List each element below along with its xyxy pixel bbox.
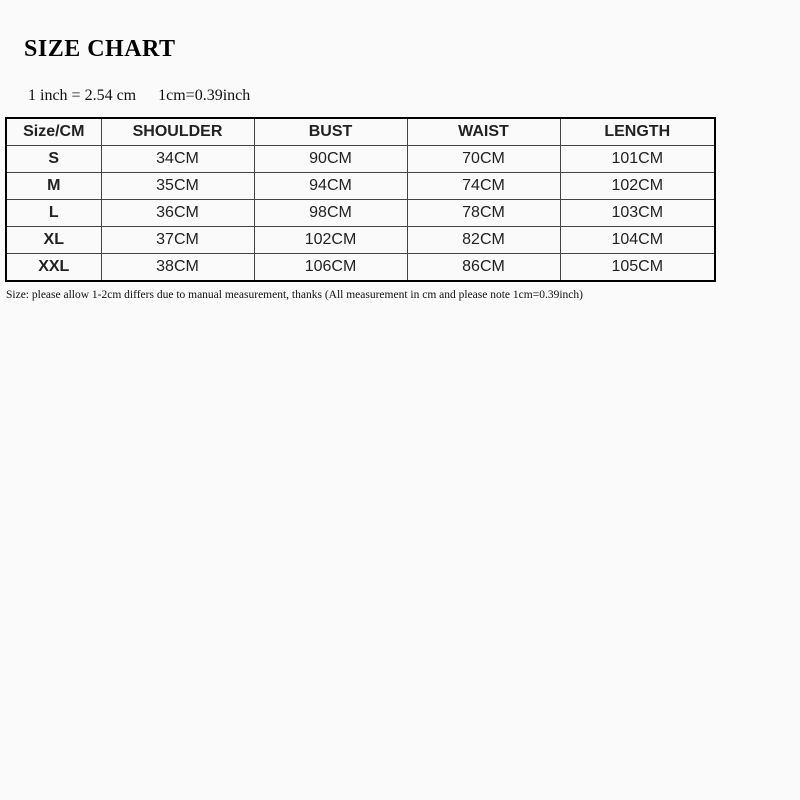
- shoulder-cell: 34CM: [101, 146, 254, 173]
- length-cell: 105CM: [560, 254, 715, 282]
- shoulder-cell: 37CM: [101, 227, 254, 254]
- cm-to-inch-text: 1cm=0.39inch: [158, 87, 251, 104]
- length-cell: 103CM: [560, 200, 715, 227]
- header-size: Size/CM: [6, 118, 101, 146]
- waist-cell: 78CM: [407, 200, 560, 227]
- header-shoulder: SHOULDER: [101, 118, 254, 146]
- inch-to-cm-text: 1 inch = 2.54 cm: [28, 87, 137, 104]
- header-length: LENGTH: [560, 118, 715, 146]
- length-cell: 101CM: [560, 146, 715, 173]
- size-cell: M: [6, 173, 101, 200]
- table-row: [6, 227, 715, 254]
- waist-cell: 70CM: [407, 146, 560, 173]
- measurement-note: Size: please allow 1-2cm differs due to manual measurement, thanks (All measurement in cm and please note 1cm=0.39inch): [6, 289, 583, 301]
- header-waist: WAIST: [407, 118, 560, 146]
- size-cell: L: [6, 200, 101, 227]
- bust-cell: 102CM: [254, 227, 407, 254]
- table-row: [6, 254, 715, 282]
- header-bust: BUST: [254, 118, 407, 146]
- size-table: [5, 117, 716, 282]
- size-cell: S: [6, 146, 101, 173]
- bust-cell: 94CM: [254, 173, 407, 200]
- table-row: [6, 200, 715, 227]
- bust-cell: 106CM: [254, 254, 407, 282]
- unit-conversion: [28, 87, 250, 105]
- shoulder-cell: 35CM: [101, 173, 254, 200]
- size-cell: XXL: [6, 254, 101, 282]
- bust-cell: 98CM: [254, 200, 407, 227]
- size-cell: XL: [6, 227, 101, 254]
- length-cell: 104CM: [560, 227, 715, 254]
- waist-cell: 82CM: [407, 227, 560, 254]
- waist-cell: 74CM: [407, 173, 560, 200]
- page-title: SIZE CHART: [24, 36, 176, 62]
- shoulder-cell: 36CM: [101, 200, 254, 227]
- table-row: [6, 173, 715, 200]
- waist-cell: 86CM: [407, 254, 560, 282]
- shoulder-cell: 38CM: [101, 254, 254, 282]
- bust-cell: 90CM: [254, 146, 407, 173]
- table-row: [6, 146, 715, 173]
- table-header-row: [6, 118, 715, 146]
- length-cell: 102CM: [560, 173, 715, 200]
